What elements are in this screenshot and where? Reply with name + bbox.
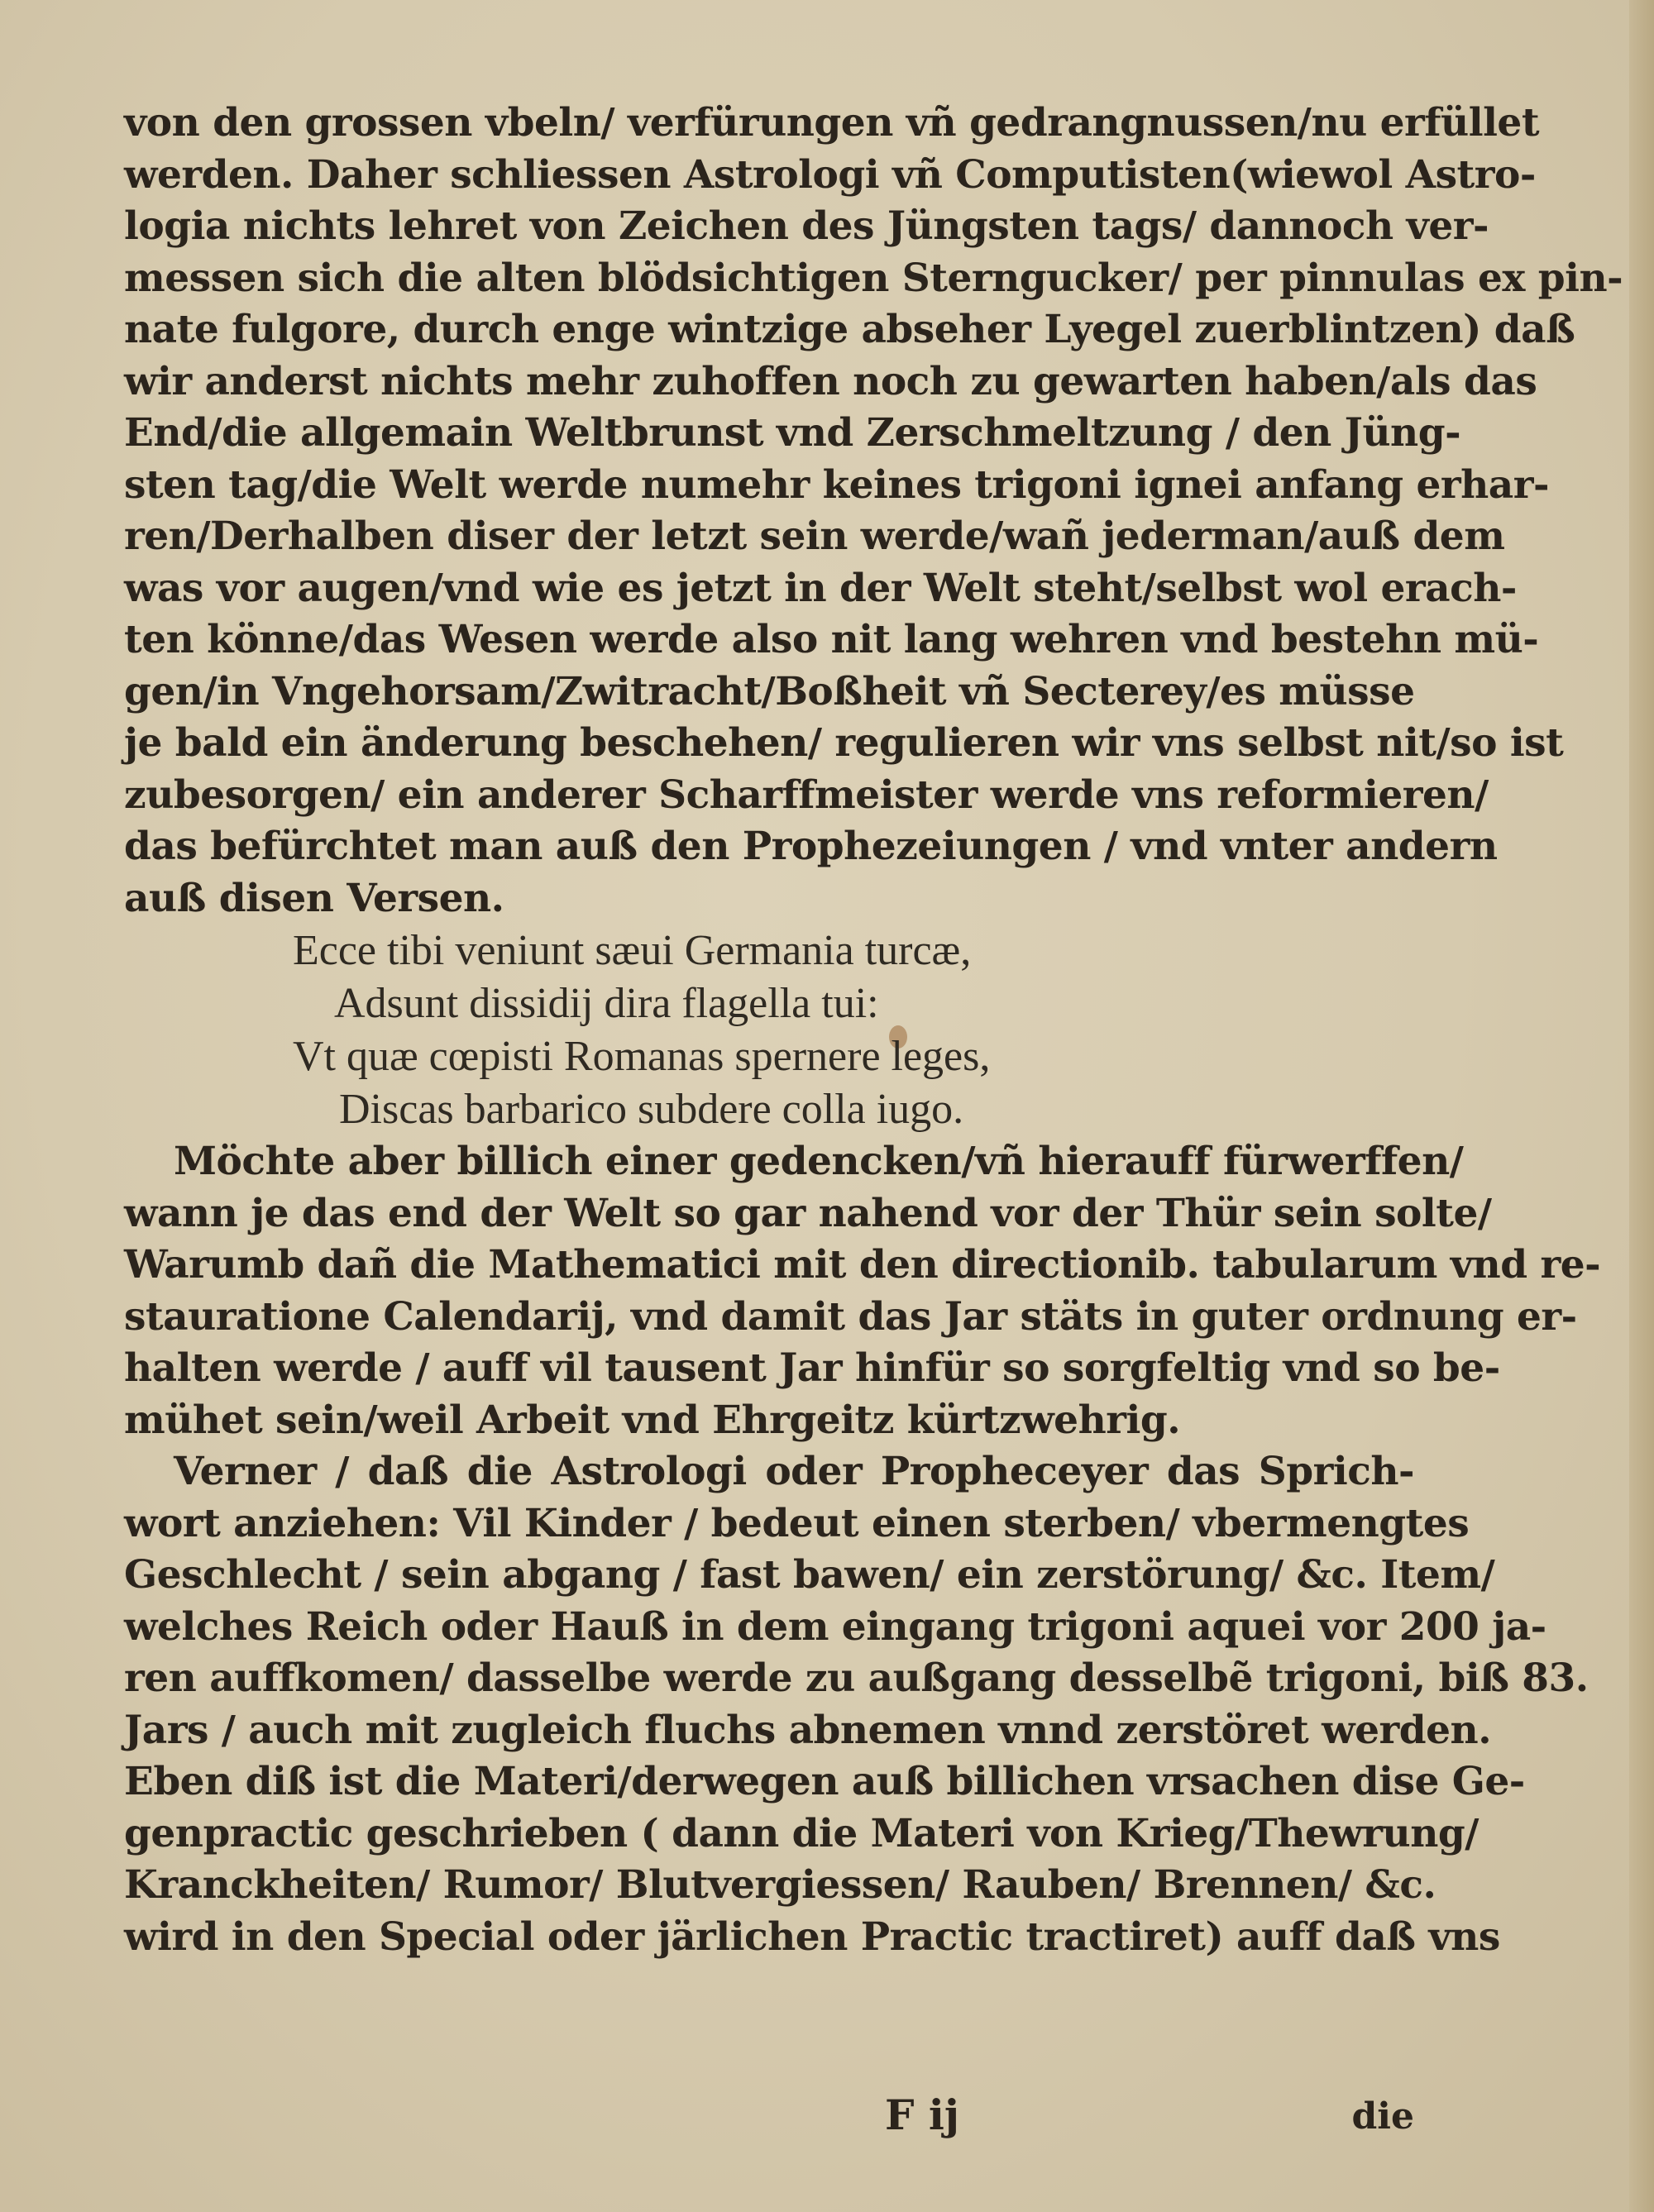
text-line: Eben diß ist die Materi/derwegen auß billichen vrsachen dise Ge- — [124, 1759, 1525, 1804]
page-edge — [1629, 0, 1654, 2212]
text-line: zubesorgen/ ein anderer Scharffmeister werde vns reformieren/ — [124, 772, 1489, 818]
main-text — [124, 98, 1623, 1963]
verse-line: Vt quæ cœpisti Romanas spernere leges, — [293, 1033, 991, 1080]
text-line: Warumb dañ die Mathematici mit den directionib. tabularum vnd re- — [124, 1242, 1601, 1288]
text-line: wort anziehen: Vil Kinder / bedeut einen sterben/ vbermengtes — [124, 1500, 1470, 1546]
text-line: von den grossen vbeln/ verfürungen vñ gedrangnussen/nu erfüllet — [124, 100, 1540, 146]
text-line: nate fulgore, durch enge wintzige abseher Lyegel zuerblintzen) daß — [124, 307, 1575, 352]
text-line: halten werde / auff vil tausent Jar hinfür so sorgfeltig vnd so be- — [124, 1345, 1500, 1391]
text-line: was vor augen/vnd wie es jetzt in der Welt steht/selbst wol erach- — [124, 565, 1517, 611]
page-footer — [124, 2090, 1414, 2157]
text-line: sten tag/die Welt werde numehr keines trigoni ignei anfang erhar- — [124, 461, 1550, 508]
text-line: gen/in Vngehorsam/Zwitracht/Boßheit vñ Secterey/es müsse — [124, 668, 1415, 714]
text-line: Geschlecht / sein abgang / fast bawen/ ein zerstörung/ &c. Item/ — [124, 1552, 1495, 1598]
text-line: Kranckheiten/ Rumor/ Blutvergiessen/ Rauben/ Brennen/ &c. — [124, 1862, 1436, 1908]
text-line: mühet sein/weil Arbeit vnd Ehrgeitz kürtzwehrig. — [124, 1397, 1181, 1443]
text-line: je bald ein änderung beschehen/ regulieren wir vns selbst nit/so ist — [124, 720, 1564, 766]
text-line: End/die allgemain Weltbrunst vnd Zerschmeltzung / den Jüng- — [124, 410, 1461, 456]
text-line: wann je das end der Welt so gar nahend vor der Thür sein solte/ — [124, 1190, 1492, 1236]
text-line: wir anderst nichts mehr zuhoffen noch zu gewarten haben/als das — [124, 358, 1537, 404]
text-line: Jars / auch mit zugleich fluchs abnemen vnnd zerstöret werden. — [124, 1707, 1492, 1753]
verse-line: Adsunt dissidij dira flagella tui: — [334, 980, 879, 1027]
verse-line: Ecce tibi veniunt sæui Germania turcæ, — [293, 927, 972, 974]
text-line: genpractic geschrieben ( dann die Materi von Krieg/Thewrung/ — [124, 1810, 1479, 1856]
text-line: ren auffkomen/ dasselbe werde zu außgang desselbẽ trigoni, biß 83. — [124, 1655, 1589, 1701]
text-line: werden. Daher schliessen Astrologi vñ Computisten(wiewol Astro- — [124, 151, 1536, 198]
text-line: auß disen Versen. — [124, 875, 504, 921]
catchword: die — [1351, 2095, 1414, 2138]
text-line: das befürchtet man auß den Prophezeiungen / vnd vnter andern — [124, 824, 1498, 869]
text-line: Möchte aber billich einer gedencken/vñ hierauff fürwerffen/ — [174, 1139, 1464, 1184]
text-line: logia nichts lehret von Zeichen des Jüngsten tags/ dannoch ver- — [124, 203, 1489, 249]
text-line: wird in den Special oder järlichen Practic tractiret) auff daß vns — [124, 1913, 1500, 1960]
text-line: ren/Derhalben diser der letzt sein werde/wañ jederman/auß dem — [124, 514, 1505, 559]
text-line: welches Reich oder Hauß in dem eingang trigoni aquei vor 200 ja- — [124, 1603, 1546, 1650]
text-line: Verner / daß die Astrologi oder Propheceyer das Sprich- — [174, 1449, 1414, 1494]
text-line: messen sich die alten blödsichtigen Sterngucker/ per pinnulas ex pin- — [124, 255, 1623, 301]
text-line: stauratione Calendarij, vnd damit das Jar stäts in guter ordnung er- — [124, 1293, 1577, 1340]
text-line: ten könne/das Wesen werde also nit lang wehren vnd bestehn mü- — [124, 617, 1539, 662]
verse-line: Discas barbarico subdere colla iugo. — [339, 1086, 964, 1133]
signature-mark: F ij — [885, 2090, 959, 2139]
